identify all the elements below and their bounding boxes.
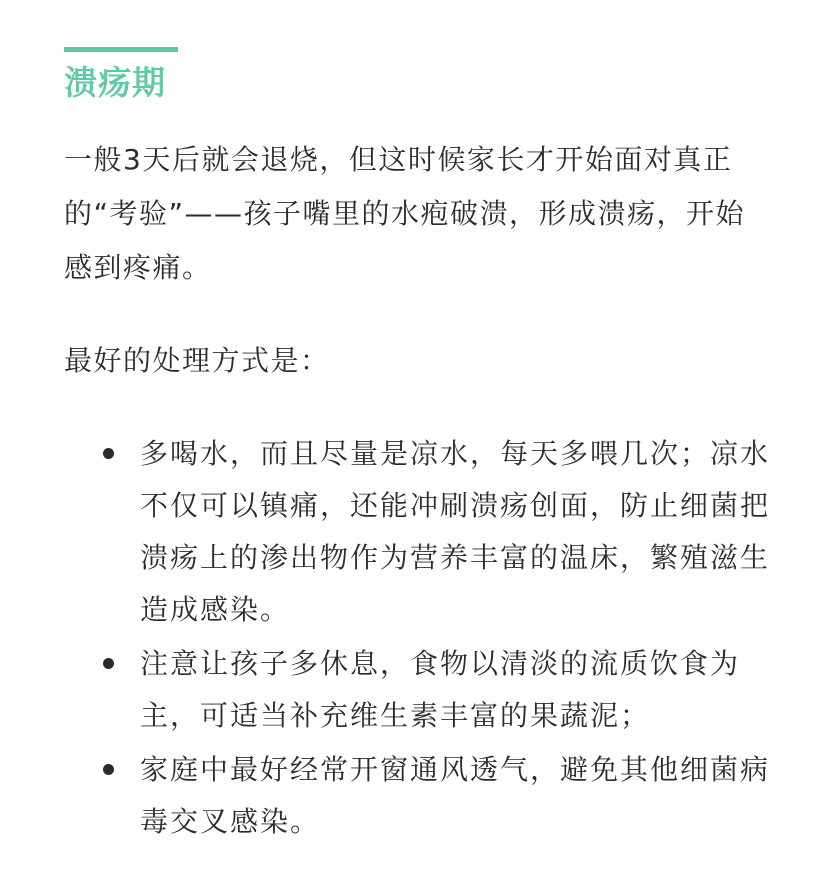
list-item: [0, 638, 770, 742]
lead-sentence: 最好的处理方式是：: [64, 344, 330, 377]
list-item: [0, 428, 770, 636]
intro-paragraph: 一般3天后就会退烧，但这时候家长才开始面对真正的“考验”——孩子嘴里的水疱破溃，形成溃疡，开始感到疼痛。: [64, 143, 746, 284]
section-title: 溃疡期: [64, 63, 166, 102]
tip-text: 注意让孩子多休息，食物以清淡的流质饮食为主，可适当补充维生素丰富的果蔬泥；: [140, 647, 741, 732]
tip-text: 家庭中最好经常开窗通风透气，避免其他细菌病毒交叉感染。: [140, 753, 771, 838]
tip-text: 多喝水，而且尽量是凉水，每天多喂几次；凉水不仅可以镇痛，还能冲刷溃疡创面，防止细菌把溃疡上的渗出物作为营养丰富的温床，繁殖滋生造成感染。: [140, 437, 771, 626]
bullet-icon: [103, 658, 114, 669]
title-accent-bar: [64, 47, 178, 52]
bullet-icon: [103, 764, 114, 775]
list-item: [0, 744, 770, 848]
tips-list: [0, 428, 828, 850]
bullet-icon: [103, 448, 114, 459]
